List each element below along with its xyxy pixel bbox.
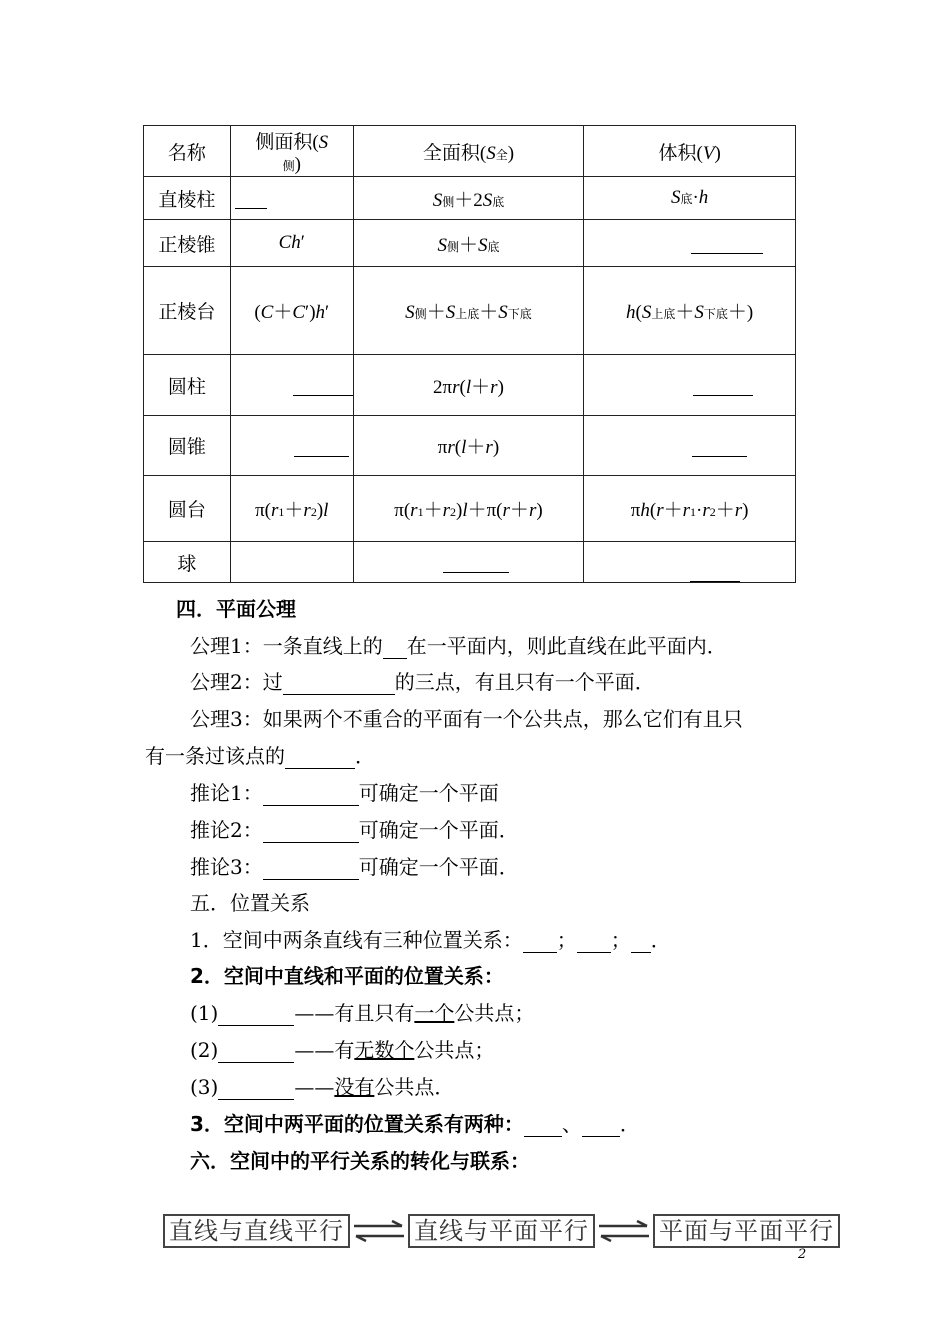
bidirectional-arrow-icon — [595, 1216, 653, 1246]
item-text-end: 公共点． — [374, 1075, 455, 1099]
lateral-blank — [230, 177, 353, 220]
blank-field — [582, 1116, 620, 1137]
corollary-3 — [190, 851, 519, 880]
section-4-title: 四．平面公理 — [176, 597, 296, 621]
item-underlined: 没有 — [334, 1075, 375, 1099]
corollary-1-text-end: 可确定一个平面 — [358, 781, 499, 805]
row-name: 球 — [144, 542, 231, 583]
row-name: 圆锥 — [144, 416, 231, 476]
line-plane-parallel-box: 直线与平面平行 — [408, 1214, 595, 1248]
volume-blank — [584, 220, 796, 267]
row-name: 圆柱 — [144, 355, 231, 416]
item-text: ——有 — [294, 1038, 355, 1062]
line-plane-item-3 — [190, 1071, 454, 1100]
lines-relations — [190, 924, 671, 953]
axiom-3-text: 有一条过该点的 — [145, 744, 285, 768]
lines-relations-text: 1．空间中两条直线有三种位置关系： — [190, 928, 523, 952]
total-blank — [353, 542, 584, 583]
volume-blank — [584, 416, 796, 476]
line-line-parallel-box: 直线与直线平行 — [163, 1214, 350, 1248]
table-row — [144, 476, 796, 542]
blank-field — [523, 932, 557, 953]
lateral-cell: π(r1＋r2)l — [230, 476, 353, 542]
item-underlined: 一个 — [414, 1001, 455, 1025]
page-number: 2 — [798, 1247, 807, 1262]
item-text: ——有且只有 — [294, 1001, 415, 1025]
axiom-3-line-1: 公理3：如果两个不重合的平面有一个公共点，那么它们有且只 — [190, 707, 743, 731]
corollary-1 — [190, 777, 499, 806]
corollary-3-text: 推论3： — [190, 855, 263, 879]
item-number: (3) — [190, 1075, 219, 1099]
line-plane-item-2 — [190, 1034, 494, 1063]
axiom-3-line-2 — [145, 740, 375, 769]
line-plane-item-1 — [190, 997, 534, 1026]
table-row — [144, 416, 796, 476]
blank-field — [283, 674, 395, 695]
table-row — [144, 542, 796, 583]
volume-blank — [584, 542, 796, 583]
parallel-flow-diagram — [163, 1213, 840, 1249]
axiom-1 — [190, 630, 727, 659]
corollary-2-text: 推论2： — [190, 818, 263, 842]
blank-field — [383, 638, 407, 659]
item-text: —— — [294, 1075, 335, 1099]
blank-field — [263, 822, 359, 843]
total-cell: 2πr(l＋r) — [353, 355, 584, 416]
blank-field — [218, 1005, 294, 1026]
item-text-end: 公共点； — [454, 1001, 535, 1025]
axiom-2 — [190, 666, 655, 695]
section-5-title: 五．位置关系 — [190, 891, 310, 915]
item-number: (1) — [190, 1001, 219, 1025]
plane-plane-parallel-box: 平面与平面平行 — [653, 1214, 840, 1248]
table-row — [144, 267, 796, 355]
corollary-2 — [190, 814, 519, 843]
table-header-row — [144, 126, 796, 177]
line-plane-title: 2．空间中直线和平面的位置关系： — [190, 964, 504, 988]
item-text-end: 公共点； — [414, 1038, 495, 1062]
lateral-blank — [230, 355, 353, 416]
separator: ； — [556, 928, 577, 952]
corollary-3-text-end: 可确定一个平面． — [358, 855, 519, 879]
table-row — [144, 177, 796, 220]
volume-cell: h(S上底＋S下底＋) — [584, 267, 796, 355]
planes-relations — [190, 1108, 640, 1137]
lateral-cell: Ch′ — [230, 220, 353, 267]
section-6-title: 六．空间中的平行关系的转化与联系： — [190, 1149, 530, 1173]
total-cell: π(r1＋r2)l＋π(r＋r) — [353, 476, 584, 542]
row-name: 直棱柱 — [144, 177, 231, 220]
planes-relations-text: 3．空间中两平面的位置关系有两种： — [190, 1112, 524, 1136]
formula-table — [143, 125, 796, 583]
blank-field — [263, 859, 359, 880]
header-total: 全面积(S全) — [353, 126, 584, 177]
lateral-blank — [230, 416, 353, 476]
axiom-2-text-end: 的三点，有且只有一个平面． — [394, 670, 655, 694]
row-name: 正棱台 — [144, 267, 231, 355]
axiom-1-text-end: 在一平面内，则此直线在此平面内． — [406, 634, 727, 658]
separator: 、 — [561, 1112, 582, 1136]
volume-cell: S底·h — [584, 177, 796, 220]
blank-field — [218, 1042, 294, 1063]
axiom-1-text: 公理1：一条直线上的 — [190, 634, 383, 658]
axiom-2-text: 公理2：过 — [190, 670, 283, 694]
blank-field — [524, 1116, 562, 1137]
total-cell: S侧＋S上底＋S下底 — [353, 267, 584, 355]
header-name: 名称 — [144, 126, 231, 177]
blank-field — [631, 932, 651, 953]
row-name: 圆台 — [144, 476, 231, 542]
total-cell: πr(l＋r) — [353, 416, 584, 476]
corollary-2-text-end: 可确定一个平面． — [358, 818, 519, 842]
blank-field — [218, 1079, 294, 1100]
header-lateral: 侧面积(S 侧) — [230, 126, 353, 177]
axiom-3-text-end: ． — [355, 744, 375, 768]
blank-field — [577, 932, 611, 953]
volume-blank — [584, 355, 796, 416]
blank-field — [285, 748, 355, 769]
separator: ； — [610, 928, 631, 952]
lateral-cell — [230, 542, 353, 583]
volume-cell: πh(r＋r1·r2＋r) — [584, 476, 796, 542]
header-volume: 体积(V) — [584, 126, 796, 177]
table-row — [144, 220, 796, 267]
blank-field — [263, 785, 359, 806]
total-cell: S侧＋2S底 — [353, 177, 584, 220]
item-number: (2) — [190, 1038, 219, 1062]
row-name: 正棱锥 — [144, 220, 231, 267]
corollary-1-text: 推论1： — [190, 781, 263, 805]
table-row — [144, 355, 796, 416]
item-underlined: 无数个 — [354, 1038, 415, 1062]
separator: ． — [650, 928, 671, 952]
lateral-cell: (C＋C′)h′ — [230, 267, 353, 355]
total-cell: S侧＋S底 — [353, 220, 584, 267]
bidirectional-arrow-icon — [350, 1216, 408, 1246]
separator: ． — [619, 1112, 640, 1136]
